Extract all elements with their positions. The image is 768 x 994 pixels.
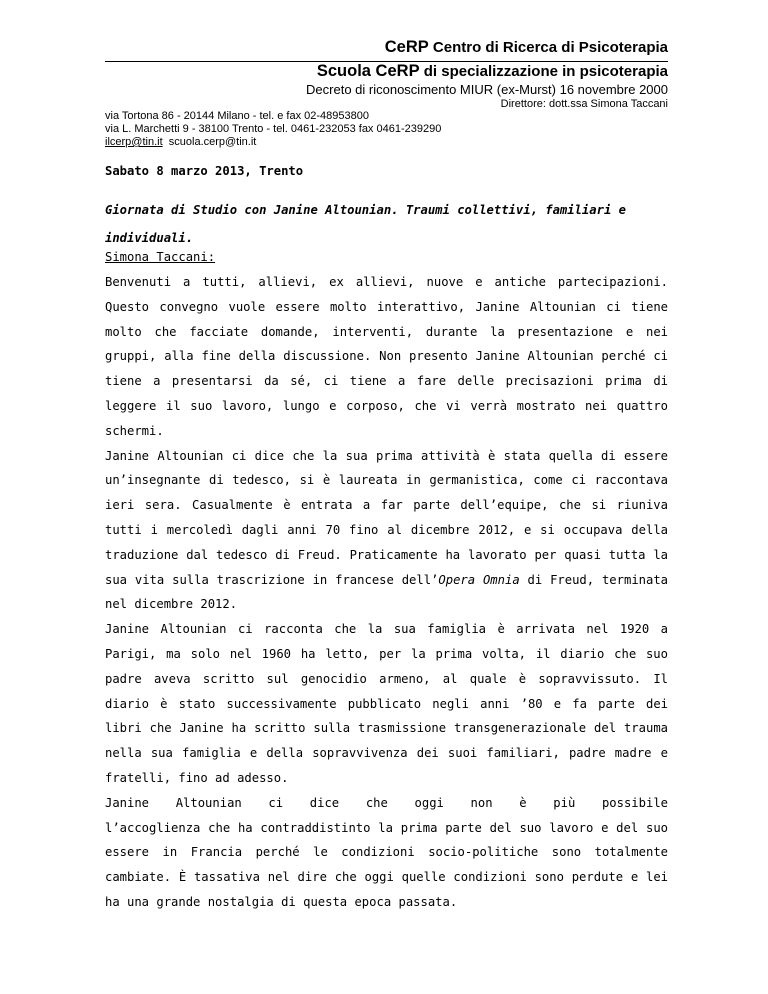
document-body (105, 270, 668, 915)
paragraph-2-italic: Opera Omnia (438, 572, 520, 587)
paragraph-1: Benvenuti a tutti, allievi, ex allievi, nuove e antiche partecipazioni. Questo convegno vuole essere molto interattivo, Janine Altounian ci tiene molto che facciate domande, interventi, durante la presentazione e nei gruppi, alla fine della discussione. Non presento Janine Altounian perché ci tiene a presentarsi da sé, ci tiene a fare delle precisazioni prima di leggere il suo lavoro, lungo e corposo, che vi verrà mostrato nei quattro schermi. (105, 275, 668, 438)
org-name: Centro di Ricerca di Psicoterapia (428, 39, 668, 56)
paragraph-4-rest: l’accoglienza che ha contraddistinto la prima parte del suo lavoro e del suo essere in Francia perché le condizioni socio-politiche sono totalmente cambiate. È tassativa nel dire che oggi quelle condizioni sono perdute e lei ha una grande nostalgia di questa epoca passata. (105, 820, 668, 909)
school-brand: Scuola CeRP (316, 62, 420, 80)
header-school-line (105, 62, 668, 81)
paragraph-2-text-b: di Freud, terminata nel dicembre 2012. (105, 572, 669, 612)
header-org-line (105, 38, 668, 62)
document-title: Giornata di Studio con Janine Altounian. Traumi collettivi, familiari e individuali. (105, 203, 626, 245)
paragraph-2-text-a: Janine Altounian ci dice che la sua prima attività è stata quella di essere un’insegnante di tedesco, si è laureata in germanistica, come ci raccontava ieri sera. Casualmente è entrata a far parte dell’equipe, che si riuniva tutti i mercoledì dagli anni 70 fino al dicembre 2012, e si occupava della traduzione dal tedesco di Freud. Praticamente ha lavorato per quasi tutta la sua vita sulla trascrizione in francese dell’ (105, 448, 668, 587)
speaker-name: Simona Taccani: (105, 250, 216, 264)
email-link-ilcerp[interactable]: ilcerp@tin.it (105, 136, 163, 148)
header-decree: Decreto di riconoscimento MIUR (ex-Murst) 16 novembre 2000 (306, 82, 668, 97)
paragraph-3: Janine Altounian ci racconta che la sua famiglia è arrivata nel 1920 a Parigi, ma solo nel 1960 ha letto, per la prima volta, il diario che suo padre aveva scritto sul genocidio armeno, al quale è sopravvissuto. Il diario è stato successivamente pubblicato negli anni ’80 e fa parte dei libri che Janine ha scritto sulla trasmissione transgenerazionale del trauma nella sua famiglia e della sopravvivenza dei suoi familiari, padre madre e fratelli, fino ad adesso. (105, 622, 668, 785)
school-name: di specializzazione in psicoterapia (419, 63, 668, 80)
paragraph-4-first-line: Janine Altounian ci dice che oggi non è più possibile (105, 795, 668, 810)
email-scuola: scuola.cerp@tin.it (168, 136, 257, 148)
paragraph-2 (105, 444, 668, 618)
header-director: Direttore: dott.ssa Simona Taccani (500, 98, 668, 110)
org-brand: CeRP (384, 38, 429, 56)
address-milano: via Tortona 86 - 20144 Milano - tel. e fax 02-48953800 (105, 110, 369, 122)
email-line (105, 136, 256, 149)
address-trento: via L. Marchetti 9 - 38100 Trento - tel. 0461-232053 fax 0461-239290 (105, 123, 442, 135)
document-date: Sabato 8 marzo 2013, Trento (105, 164, 304, 178)
